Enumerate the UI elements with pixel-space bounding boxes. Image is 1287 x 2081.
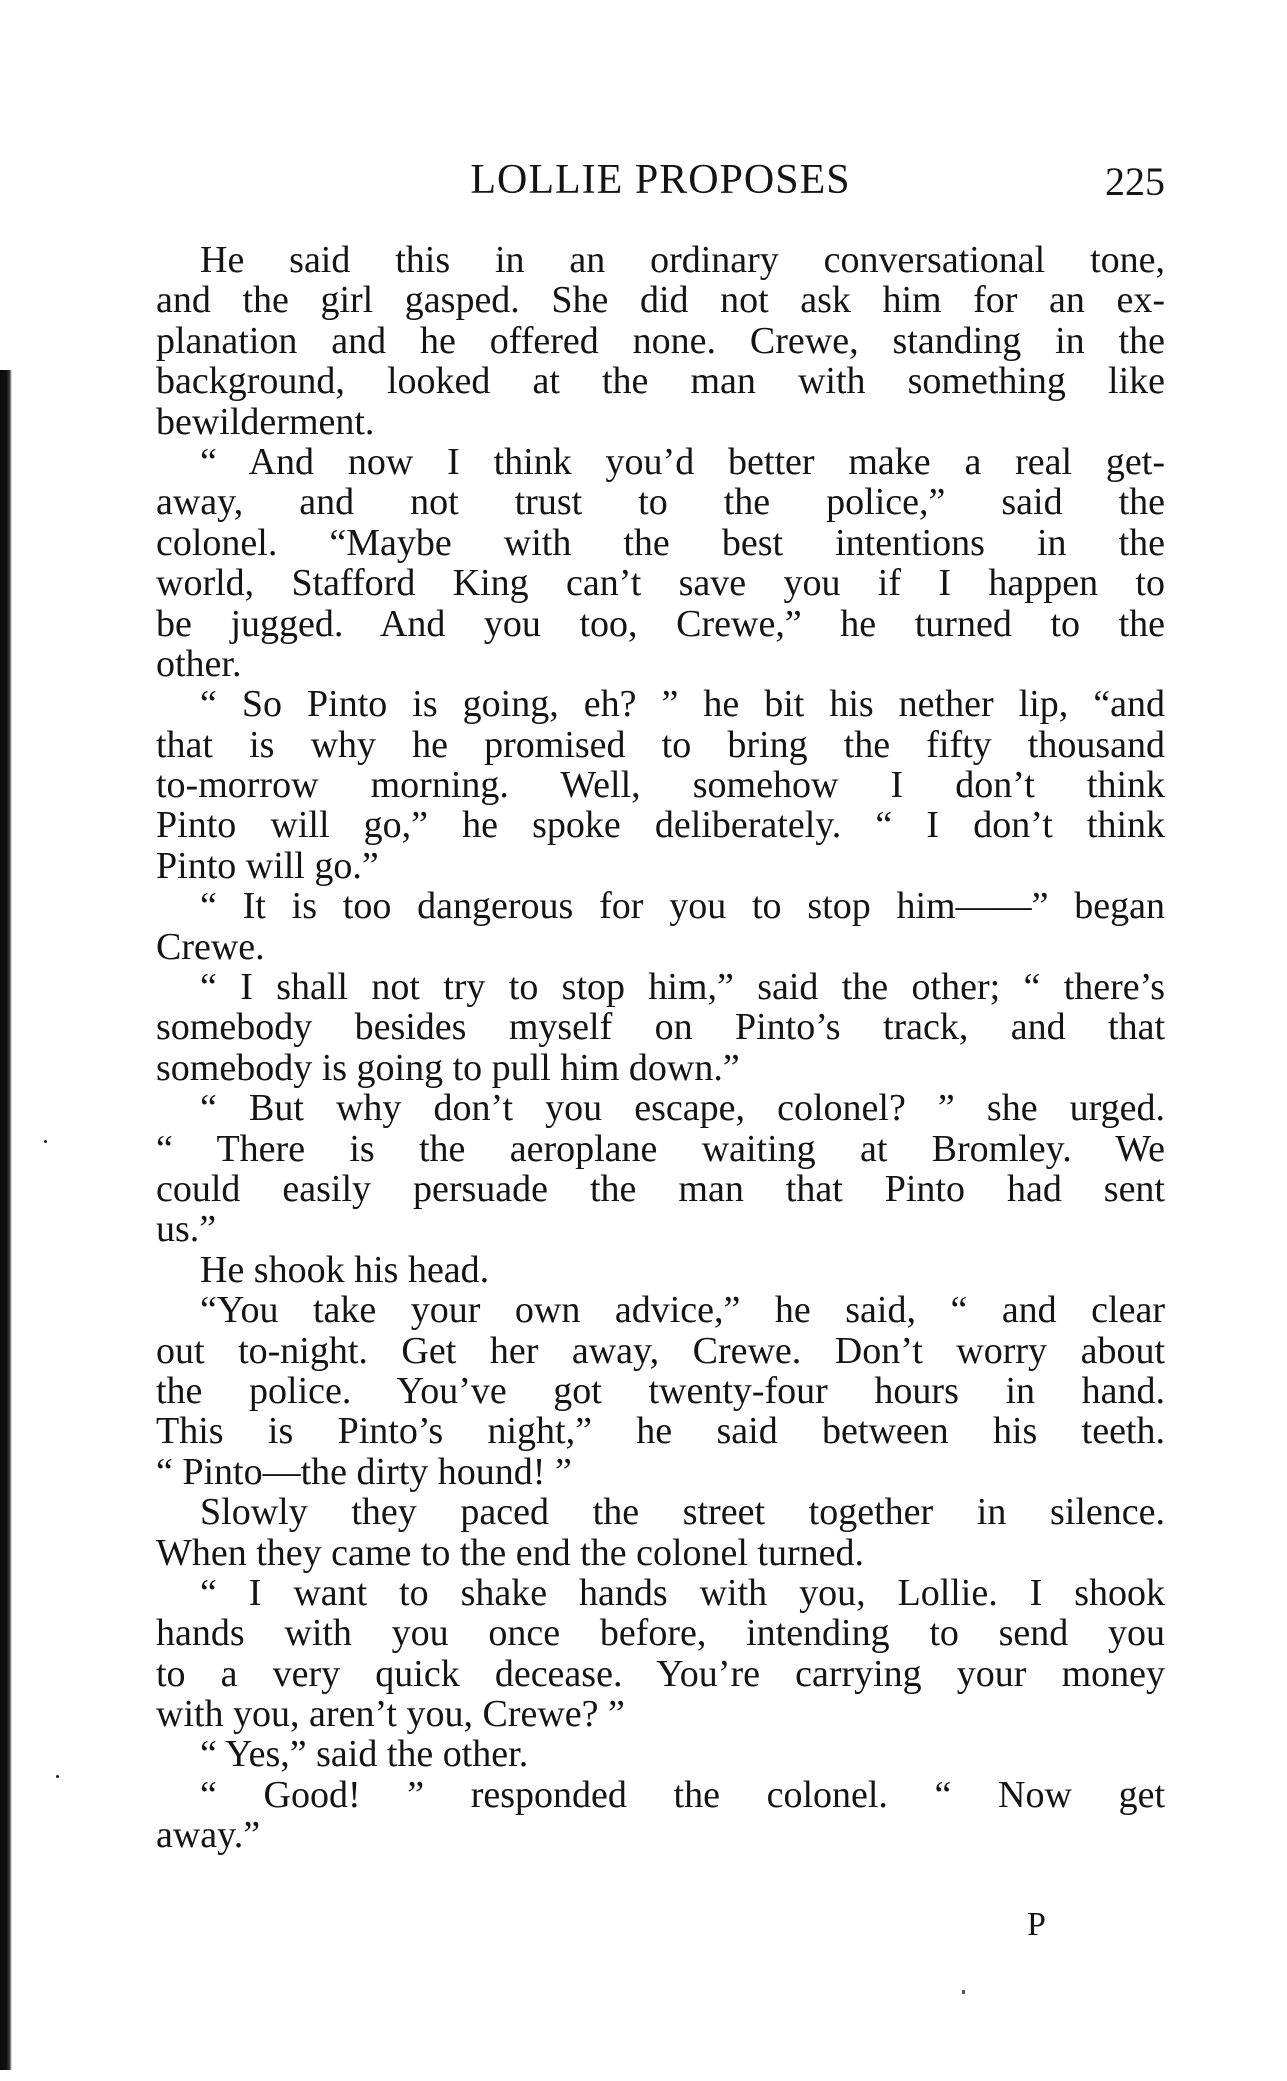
text-line: that is why he promised to bring the fifty thousand [156,723,1165,766]
text-line: be jugged. And you too, Crewe,” he turned to the [156,602,1165,645]
text-line: to-morrow morning. Well, somehow I don’t think [156,764,1165,807]
text-line: Pinto will go,” he spoke deliberately. “ I don’t think [156,804,1165,847]
text-line: He said this in an ordinary conversational tone, [200,239,1165,281]
text-line: with you, aren’t you, Crewe? ” [156,1693,625,1736]
text-line: “ And now I think you’d better make a real get- [200,440,1165,483]
text-line: This is Pinto’s night,” he said between his teeth. [156,1410,1165,1453]
text-line: He shook his head. [200,1248,490,1291]
text-line: “ There is the aeroplane waiting at Bromley. We [156,1127,1165,1170]
text-line: “ I want to shake hands with you, Lollie. I shook [200,1571,1165,1614]
paragraph [156,1573,1165,1735]
paragraph [156,240,1165,442]
paragraph [156,1734,1165,1774]
text-line: hands with you once before, intending to send you [156,1612,1165,1655]
running-title: LOLLIE PROPOSES [470,157,851,203]
binding-speck [56,1775,59,1778]
text-line: “ Yes,” said the other. [200,1733,529,1776]
paragraph [156,886,1165,967]
text-line: other. [156,642,242,685]
text-line: “You take your own advice,” he said, “ and clear [200,1289,1165,1332]
text-line: colonel. “Maybe with the best intentions in the [156,521,1165,564]
text-line: “ It is too dangerous for you to stop him——” began [200,885,1165,928]
text-line: the police. You’ve got twenty-four hours in hand. [156,1369,1165,1412]
text-line: bewilderment. [156,400,375,443]
text-line: “ Pinto—the dirty hound! ” [156,1450,572,1493]
text-line: planation and he offered none. Crewe, standing in the [156,319,1165,362]
text-line: to a very quick decease. You’re carrying your money [156,1652,1165,1695]
text-line: somebody is going to pull him down.” [156,1046,740,1089]
text-line: Crewe. [156,925,265,968]
text-line: When they came to the end the colonel turned. [156,1531,865,1574]
text-line: Pinto will go.” [156,844,379,887]
paragraph [156,442,1165,684]
binding-edge [0,370,12,2070]
stray-mark [962,1990,965,1994]
page-number: 225 [1105,159,1165,204]
paragraph [156,1290,1165,1492]
running-head [156,155,1165,205]
text-line: us.” [156,1208,217,1251]
paragraph [156,1775,1165,1856]
paragraph [156,967,1165,1088]
paragraph [156,1088,1165,1250]
paragraph [156,684,1165,886]
text-line: “ So Pinto is going, eh? ” he bit his nether lip, “and [200,683,1165,726]
text-line: world, Stafford King can’t save you if I happen to [156,562,1165,605]
body-text [156,240,1165,1856]
text-line: “ But why don’t you escape, colonel? ” she urged. [200,1087,1165,1130]
paragraph [156,1250,1165,1290]
signature-mark: P [1027,1906,1046,1943]
text-line: away.” [156,1814,261,1857]
text-line: out to-night. Get her away, Crewe. Don’t worry about [156,1329,1165,1372]
binding-speck [44,1140,47,1143]
paragraph [156,1492,1165,1573]
text-line: somebody besides myself on Pinto’s track, and that [156,1006,1165,1049]
text-line: away, and not trust to the police,” said the [156,481,1165,524]
text-line: Slowly they paced the street together in silence. [200,1491,1165,1534]
text-line: could easily persuade the man that Pinto had sent [156,1167,1165,1210]
text-line: “ I shall not try to stop him,” said the other; “ there’s [200,966,1165,1009]
text-line: “ Good! ” responded the colonel. “ Now get [200,1773,1165,1816]
text-line: and the girl gasped. She did not ask him for an ex- [156,279,1165,322]
text-line: background, looked at the man with something like [156,360,1165,403]
